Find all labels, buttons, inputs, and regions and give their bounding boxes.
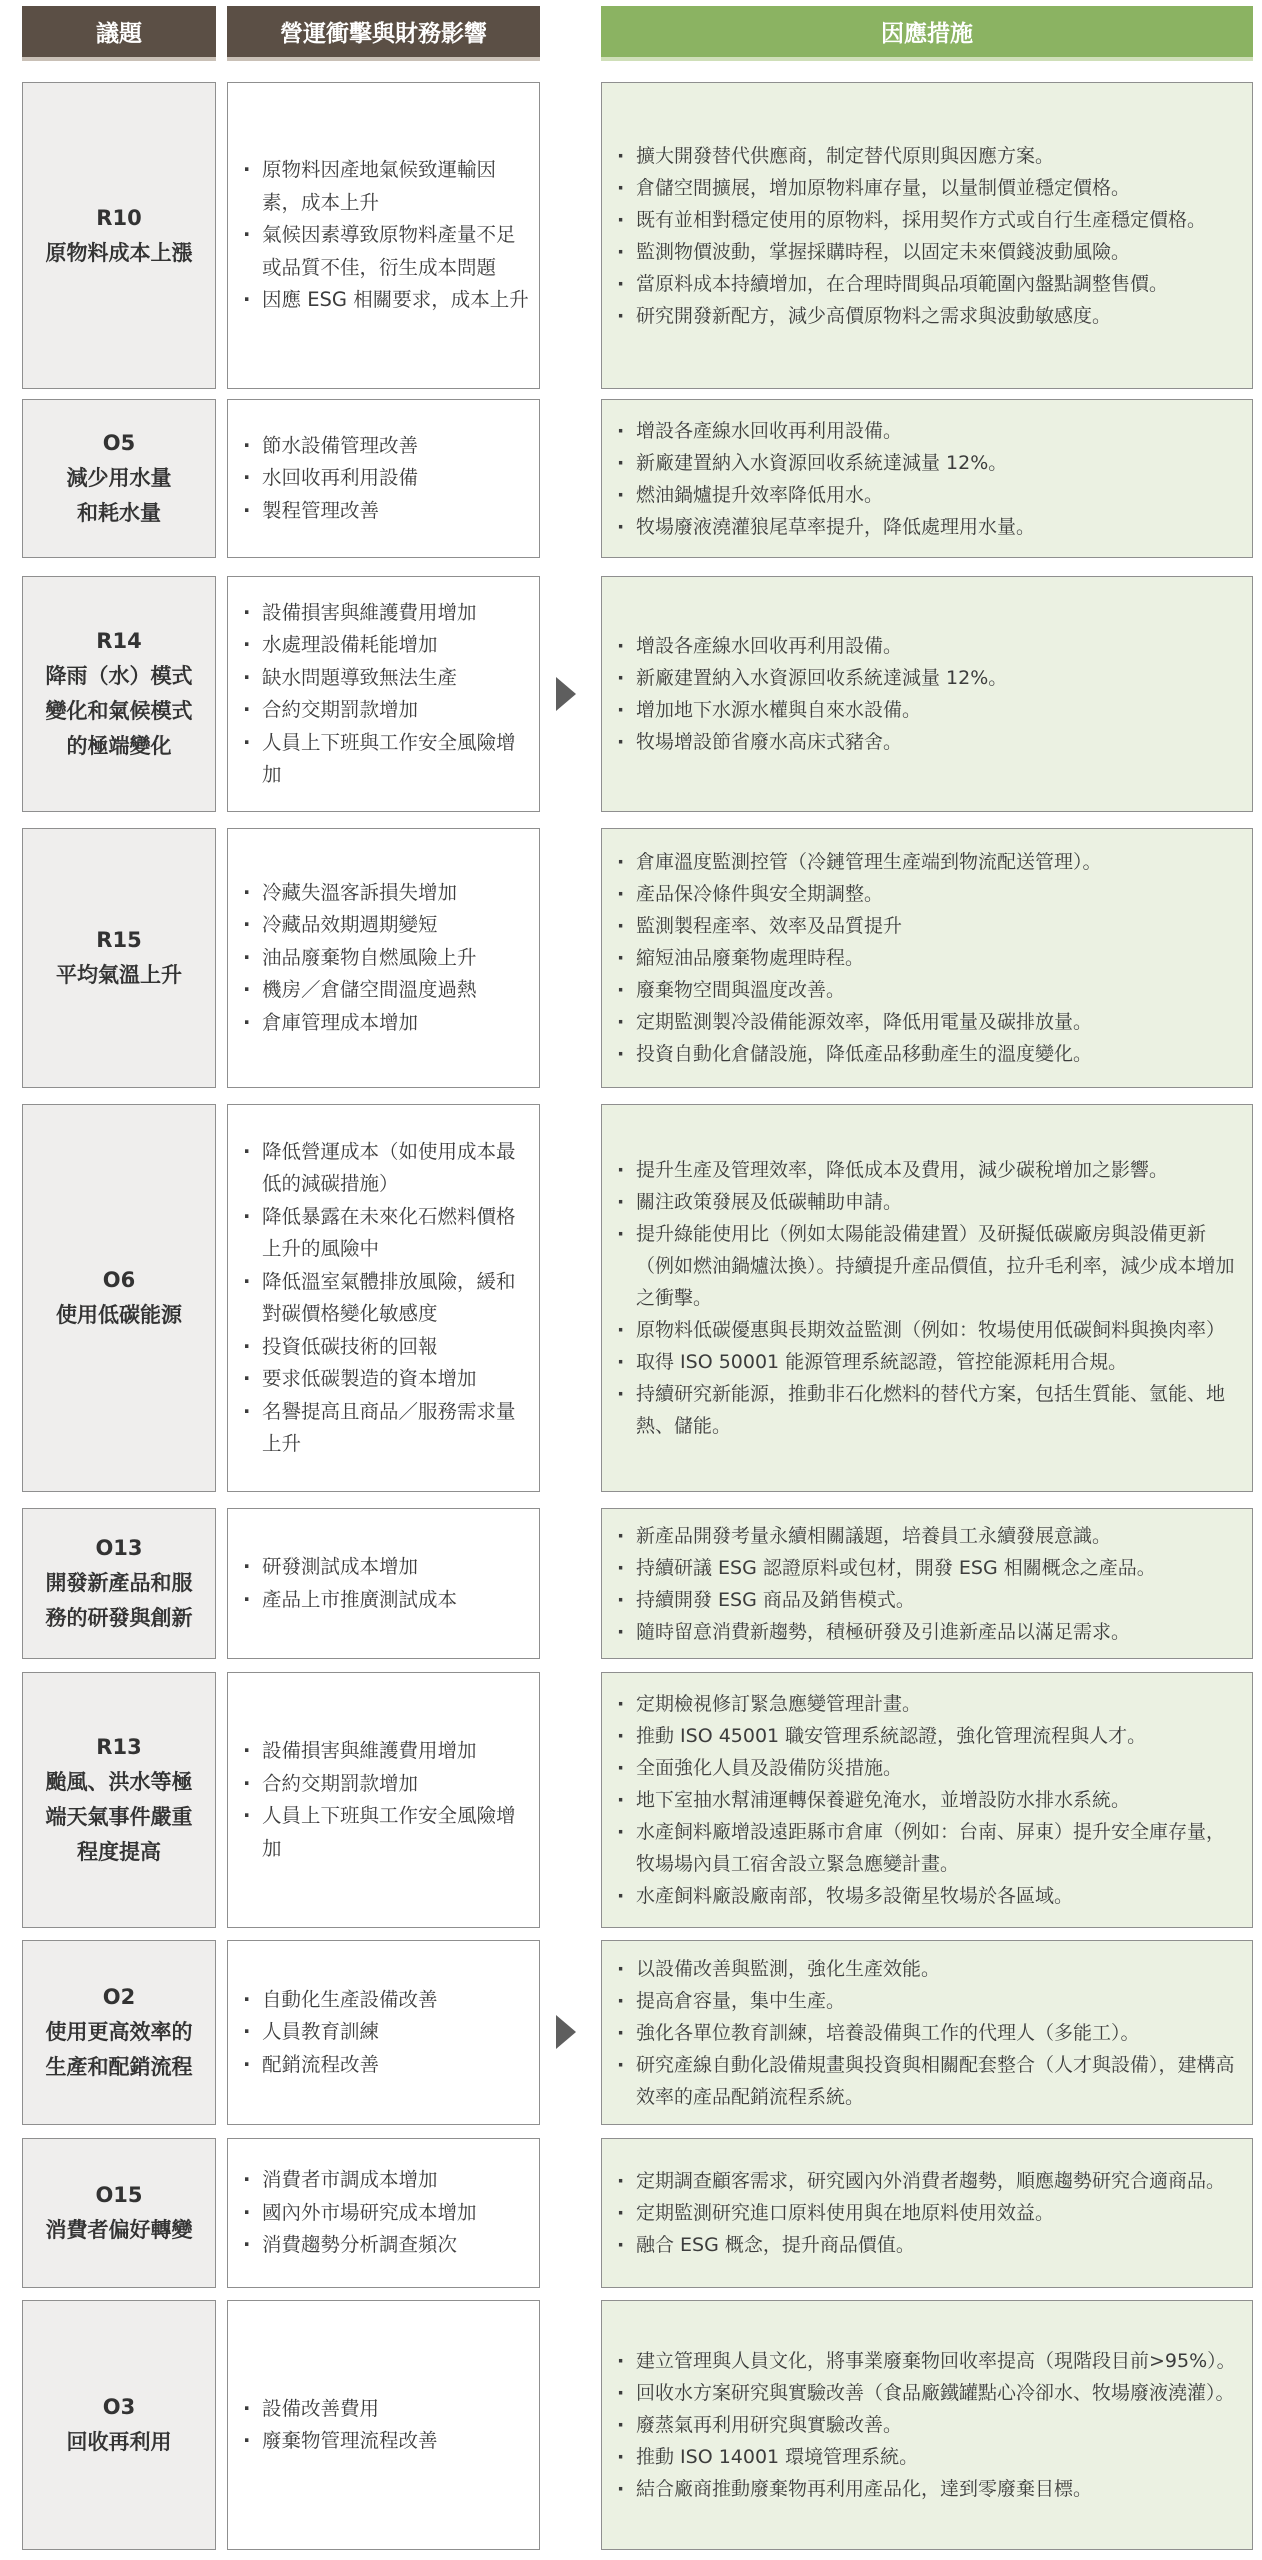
impact-item: · 消費趨勢分析調查頻次 (240, 2229, 529, 2262)
measure-item: · 廢蒸氣再利用研究與實驗改善。 (614, 2409, 1242, 2441)
issue-code: R14 (96, 629, 142, 653)
measure-item: · 原物料低碳優惠與長期效益監測（例如：牧場使用低碳飼料與換肉率） (614, 1314, 1242, 1346)
table-row (0, 399, 1262, 558)
issue-title-line: 生產和配銷流程 (45, 2055, 193, 2079)
measure-item: · 倉儲空間擴展，增加原物料庫存量，以量制價並穩定價格。 (614, 172, 1242, 204)
impact-item: · 人員上下班與工作安全風險增加 (240, 727, 529, 792)
impact-item: · 設備損害與維護費用增加 (240, 1735, 529, 1768)
response-cell (601, 2138, 1253, 2288)
measure-item: · 廢棄物空間與溫度改善。 (614, 974, 1242, 1006)
measure-item: · 縮短油品廢棄物處理時程。 (614, 942, 1242, 974)
measure-item: · 增設各產線水回收再利用設備。 (614, 630, 1242, 662)
measure-item: · 水產飼料廠增設遠距縣市倉庫（例如：台南、屏東）提升安全庫存量，牧場場內員工宿舍設立緊急應變計畫。 (614, 1816, 1242, 1880)
header-issue-label: 議題 (96, 21, 142, 47)
issue-cell (22, 2138, 216, 2288)
impact-item: · 節水設備管理改善 (240, 430, 529, 463)
header-response (601, 6, 1253, 61)
arrow-right-icon (556, 677, 576, 711)
issue-title-line: 平均氣溫上升 (56, 963, 182, 987)
measure-item: · 地下室抽水幫浦運轉保養避免淹水，並增設防水排水系統。 (614, 1784, 1242, 1816)
issue-cell (22, 1940, 216, 2125)
impact-item: · 投資低碳技術的回報 (240, 1331, 529, 1364)
issue-cell (22, 1508, 216, 1659)
issue-code: O6 (102, 1268, 136, 1292)
impact-cell (227, 1672, 540, 1928)
impact-item: · 油品廢棄物自燃風險上升 (240, 942, 529, 975)
measure-item: · 投資自動化倉儲設施，降低產品移動產生的溫度變化。 (614, 1038, 1242, 1070)
issue-title-line: 變化和氣候模式 (45, 699, 193, 723)
impact-item: · 配銷流程改善 (240, 2049, 529, 2082)
measure-item: · 結合廠商推動廢棄物再利用產品化，達到零廢棄目標。 (614, 2473, 1242, 2505)
issue-title-line: 務的研發與創新 (45, 1606, 193, 1630)
response-cell (601, 1104, 1253, 1492)
impact-cell (227, 2138, 540, 2288)
impact-item: · 設備損害與維護費用增加 (240, 597, 529, 630)
measure-item: · 新廠建置納入水資源回收系統達減量 12%。 (614, 447, 1242, 479)
issue-code: O15 (95, 2183, 143, 2207)
issue-cell (22, 2300, 216, 2550)
measure-item: · 定期監測製冷設備能源效率，降低用電量及碳排放量。 (614, 1006, 1242, 1038)
impact-cell (227, 828, 540, 1088)
measure-item: · 當原料成本持續增加，在合理時間與品項範圍內盤點調整售價。 (614, 268, 1242, 300)
issue-title-line: 的極端變化 (66, 734, 172, 758)
issue-cell (22, 1104, 216, 1492)
impact-item: · 降低暴露在未來化石燃料價格上升的風險中 (240, 1201, 529, 1266)
impact-item: · 人員教育訓練 (240, 2016, 529, 2049)
table-row (0, 828, 1262, 1088)
issue-title-line: 和耗水量 (77, 501, 161, 525)
issue-title-line: 程度提高 (77, 1840, 161, 1864)
impact-item: · 機房／倉儲空間溫度過熱 (240, 974, 529, 1007)
issue-title-line: 減少用水量 (66, 466, 172, 490)
issue-title-line: 回收再利用 (66, 2430, 172, 2454)
measure-item: · 擴大開發替代供應商，制定替代原則與因應方案。 (614, 140, 1242, 172)
impact-item: · 研發測試成本增加 (240, 1551, 529, 1584)
table-header (0, 6, 1262, 61)
response-cell (601, 1672, 1253, 1928)
measure-item: · 增加地下水源水權與自來水設備。 (614, 694, 1242, 726)
impact-cell (227, 1940, 540, 2125)
measure-item: · 新產品開發考量永續相關議題，培養員工永續發展意識。 (614, 1520, 1242, 1552)
impact-item: · 名譽提高且商品／服務需求量上升 (240, 1396, 529, 1461)
impact-item: · 因應 ESG 相關要求，成本上升 (240, 284, 529, 317)
measure-item: · 定期檢視修訂緊急應變管理計畫。 (614, 1688, 1242, 1720)
issue-title-line: 消費者偏好轉變 (45, 2218, 193, 2242)
arrow-right-icon (556, 2015, 576, 2049)
measure-item: · 以設備改善與監測，強化生產效能。 (614, 1953, 1242, 1985)
impact-item: · 水處理設備耗能增加 (240, 629, 529, 662)
measure-item: · 取得 ISO 50001 能源管理系統認證，管控能源耗用合規。 (614, 1346, 1242, 1378)
measure-item: · 監測製程產率、效率及品質提升 (614, 910, 1242, 942)
measure-item: · 提升綠能使用比（例如太陽能設備建置）及研擬低碳廠房與設備更新（例如燃油鍋爐汰換）。持續提升產品價值，拉升毛利率，減少成本增加之衝擊。 (614, 1218, 1242, 1314)
measure-item: · 定期調查顧客需求，研究國內外消費者趨勢，順應趨勢研究合適商品。 (614, 2165, 1242, 2197)
measure-item: · 既有並相對穩定使用的原物料，採用契作方式或自行生產穩定價格。 (614, 204, 1242, 236)
impact-cell (227, 1104, 540, 1492)
measure-item: · 持續開發 ESG 商品及銷售模式。 (614, 1584, 1242, 1616)
impact-item: · 合約交期罰款增加 (240, 1768, 529, 1801)
measure-item: · 推動 ISO 14001 環境管理系統。 (614, 2441, 1242, 2473)
measure-item: · 牧場增設節省廢水高床式豬舍。 (614, 726, 1242, 758)
response-cell (601, 1508, 1253, 1659)
measure-item: · 全面強化人員及設備防災措施。 (614, 1752, 1242, 1784)
issue-cell (22, 399, 216, 558)
impact-cell (227, 1508, 540, 1659)
issue-title-line: 端天氣事件嚴重 (45, 1805, 193, 1829)
impact-item: · 冷藏失溫客訴損失增加 (240, 877, 529, 910)
impact-item: · 降低溫室氣體排放風險，緩和對碳價格變化敏感度 (240, 1266, 529, 1331)
impact-item: · 水回收再利用設備 (240, 462, 529, 495)
measure-item: · 研究產線自動化設備規畫與投資與相關配套整合（人才與設備），建構高效率的產品配銷流程系統。 (614, 2049, 1242, 2113)
table-row (0, 1104, 1262, 1492)
impact-item: · 合約交期罰款增加 (240, 694, 529, 727)
measure-item: · 融合 ESG 概念，提升商品價值。 (614, 2229, 1242, 2261)
measure-item: · 持續研究新能源，推動非石化燃料的替代方案，包括生質能、氫能、地熱、儲能。 (614, 1378, 1242, 1442)
table-row (0, 1508, 1262, 1659)
measure-item: · 燃油鍋爐提升效率降低用水。 (614, 479, 1242, 511)
header-response-label: 因應措施 (881, 21, 973, 47)
impact-item: · 倉庫管理成本增加 (240, 1007, 529, 1040)
measure-item: · 水產飼料廠設廠南部，牧場多設衛星牧場於各區域。 (614, 1880, 1242, 1912)
impact-item: · 冷藏品效期週期變短 (240, 909, 529, 942)
measure-item: · 回收水方案研究與實驗改善（食品廠鐵罐點心冷卻水、牧場廢液澆灌）。 (614, 2377, 1242, 2409)
response-cell (601, 576, 1253, 812)
table-row (0, 82, 1262, 389)
impact-item: · 缺水問題導致無法生產 (240, 662, 529, 695)
measure-item: · 增設各產線水回收再利用設備。 (614, 415, 1242, 447)
header-impact (227, 6, 540, 61)
table-row (0, 1672, 1262, 1928)
impact-cell (227, 82, 540, 389)
measure-item: · 定期監測研究進口原料使用與在地原料使用效益。 (614, 2197, 1242, 2229)
measure-item: · 隨時留意消費新趨勢，積極研發及引進新產品以滿足需求。 (614, 1616, 1242, 1648)
table-row (0, 2138, 1262, 2288)
issue-code: O13 (95, 1536, 143, 1560)
impact-item: · 消費者市調成本增加 (240, 2164, 529, 2197)
issue-cell (22, 828, 216, 1088)
measure-item: · 建立管理與人員文化，將事業廢棄物回收率提高（現階段目前>95%）。 (614, 2345, 1242, 2377)
response-cell (601, 828, 1253, 1088)
impact-item: · 廢棄物管理流程改善 (240, 2425, 529, 2458)
impact-item: · 國內外市場研究成本增加 (240, 2197, 529, 2230)
table-row (0, 2300, 1262, 2550)
response-cell (601, 82, 1253, 389)
impact-item: · 要求低碳製造的資本增加 (240, 1363, 529, 1396)
issue-cell (22, 576, 216, 812)
table-row (0, 576, 1262, 812)
impact-item: · 產品上市推廣測試成本 (240, 1584, 529, 1617)
measure-item: · 提高倉容量，集中生產。 (614, 1985, 1242, 2017)
issue-title-line: 使用更高效率的 (45, 2020, 193, 2044)
impact-cell (227, 576, 540, 812)
impact-cell (227, 399, 540, 558)
measure-item: · 研究開發新配方，減少高價原物料之需求與波動敏感度。 (614, 300, 1242, 332)
impact-item: · 人員上下班與工作安全風險增加 (240, 1800, 529, 1865)
response-cell (601, 399, 1253, 558)
table-row (0, 1940, 1262, 2125)
measure-item: · 提升生產及管理效率，降低成本及費用，減少碳稅增加之影響。 (614, 1154, 1242, 1186)
header-issue (22, 6, 216, 61)
measure-item: · 新廠建置納入水資源回收系統達減量 12%。 (614, 662, 1242, 694)
issue-cell (22, 82, 216, 389)
impact-item: · 設備改善費用 (240, 2393, 529, 2426)
issue-cell (22, 1672, 216, 1928)
measure-item: · 倉庫溫度監測控管（冷鏈管理生產端到物流配送管理）。 (614, 846, 1242, 878)
impact-cell (227, 2300, 540, 2550)
measure-item: · 監測物價波動，掌握採購時程，以固定未來價錢波動風險。 (614, 236, 1242, 268)
issue-code: O3 (102, 2395, 136, 2419)
issue-code: O2 (102, 1985, 136, 2009)
impact-item: · 降低營運成本（如使用成本最低的減碳措施） (240, 1136, 529, 1201)
impact-item: · 製程管理改善 (240, 495, 529, 528)
response-cell (601, 1940, 1253, 2125)
measure-item: · 強化各單位教育訓練，培養設備與工作的代理人（多能工）。 (614, 2017, 1242, 2049)
response-cell (601, 2300, 1253, 2550)
impact-item: · 自動化生產設備改善 (240, 1984, 529, 2017)
measure-item: · 關注政策發展及低碳輔助申請。 (614, 1186, 1242, 1218)
issue-title-line: 降雨（水）模式 (45, 664, 193, 688)
issue-code: R10 (96, 205, 142, 230)
measure-item: · 持續研議 ESG 認證原料或包材，開發 ESG 相關概念之產品。 (614, 1552, 1242, 1584)
issue-title-line: 開發新產品和服 (45, 1571, 193, 1595)
measure-item: · 產品保冷條件與安全期調整。 (614, 878, 1242, 910)
impact-item: · 氣候因素導致原物料產量不足或品質不佳，衍生成本問題 (240, 219, 529, 284)
issue-code: O5 (102, 431, 136, 455)
issue-code: R15 (96, 928, 142, 952)
issue-code: R13 (96, 1735, 142, 1759)
issue-title-line: 使用低碳能源 (56, 1303, 182, 1327)
measure-item: · 牧場廢液澆灌狼尾草率提升，降低處理用水量。 (614, 511, 1242, 543)
issue-title-line: 颱風、洪水等極 (45, 1770, 193, 1794)
measure-item: · 推動 ISO 45001 職安管理系統認證，強化管理流程與人才。 (614, 1720, 1242, 1752)
issue-title-line: 原物料成本上漲 (45, 240, 193, 265)
impact-item: · 原物料因產地氣候致運輸因素，成本上升 (240, 154, 529, 219)
header-impact-label: 營運衝擊與財務影響 (280, 21, 487, 47)
